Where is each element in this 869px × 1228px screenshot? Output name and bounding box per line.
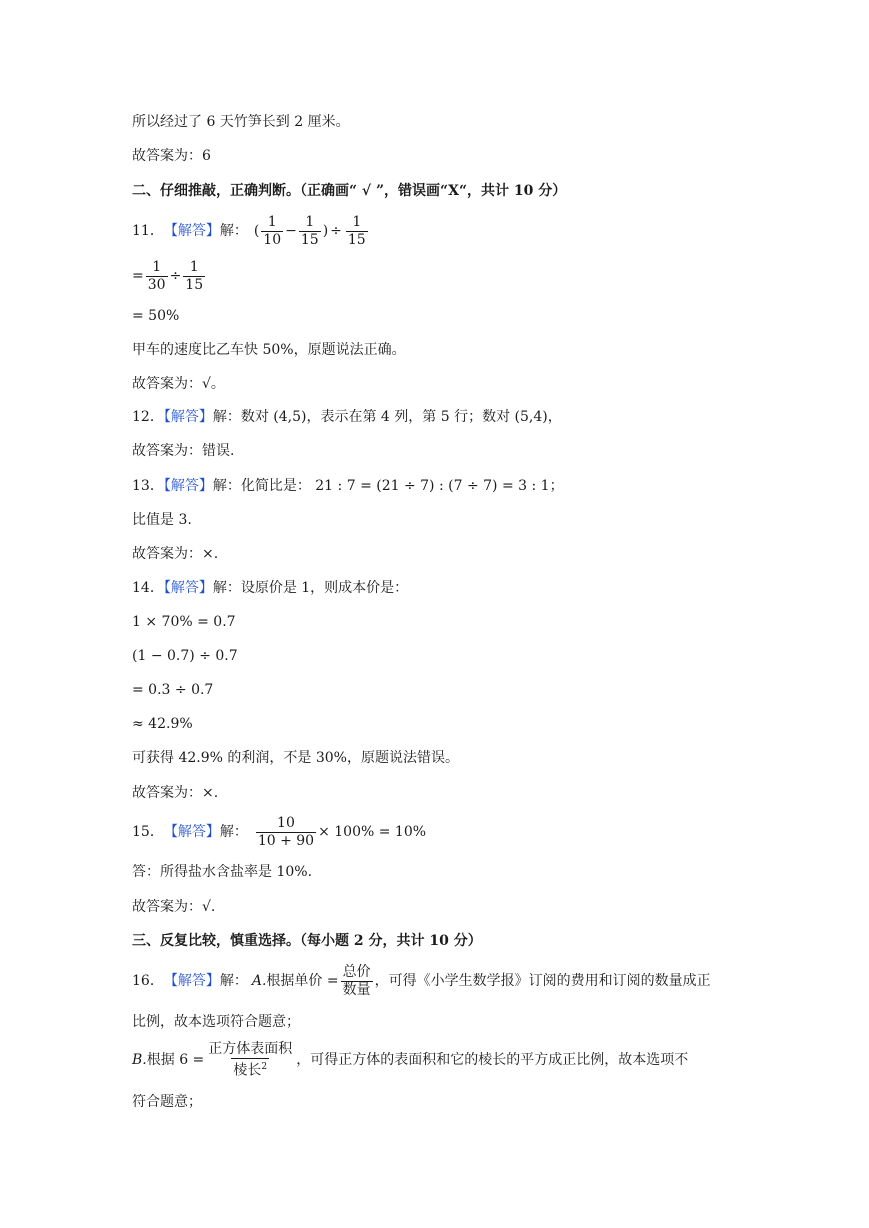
- math-step: 1 × 70% = 0.7: [132, 614, 236, 630]
- answer-tag: 【解答】: [163, 478, 213, 494]
- question-12: 12．【解答】解：数对 (4,5)，表示在第 4 列，第 5 行；数对 (5,4)，: [132, 409, 562, 425]
- answer-tag: 【解答】: [163, 409, 213, 425]
- question-15: 15． 【解答】 解： $\frac{10}{10 + 90}$ × 100% = 10%: [132, 814, 427, 849]
- answer-tag: 【解答】: [163, 223, 220, 239]
- text-line: 所以经过了 6 天竹笋长到 2 厘米。: [132, 114, 350, 130]
- math-step: ≈ 42.9%: [132, 716, 193, 732]
- fraction: $\frac{\text{正方体表面积}}{棱长^2}$: [208, 1040, 293, 1079]
- answer-tag: 【解答】: [163, 580, 213, 596]
- text-line: 比值是 3.: [132, 512, 192, 528]
- text-line: 符合题意；: [132, 1094, 202, 1110]
- text-line: 故答案为：√.: [132, 899, 216, 915]
- fraction: $\frac{1}{15}$: [185, 258, 204, 293]
- question-13: 13．【解答】解：化简比是： 21 : 7 = (21 ÷ 7) : (7 ÷ 7) = 3 : 1；: [132, 478, 564, 494]
- math-step: (1 − 0.7) ÷ 0.7: [132, 648, 238, 664]
- math-step: = 50%: [132, 308, 180, 324]
- text-line: 故答案为：×.: [132, 785, 219, 801]
- text-line: 甲车的速度比乙车快 50%，原题说法正确。: [132, 342, 406, 358]
- text-line: 比例，故本选项符合题意；: [132, 1014, 300, 1030]
- fraction: $\frac{1}{15}$: [347, 213, 366, 248]
- text-line: 故答案为：×.: [132, 546, 219, 562]
- text-line: 故答案为：错误.: [132, 443, 235, 459]
- fraction: $\frac{1}{30}$: [147, 258, 166, 293]
- math-step: B. 根据 6 = $\frac{\text{正方体表面积}}{棱长^2}$ ，可得正方体的表面积和它的棱长的平方成正比例，故本选项不: [132, 1040, 689, 1079]
- text-line: 答：所得盐水含盐率是 10%.: [132, 864, 313, 880]
- math-step: = 0.3 ÷ 0.7: [132, 682, 214, 698]
- fraction: $\frac{1}{10}$: [263, 213, 282, 248]
- question-16: 16． 【解答】 解： A. 根据单价 = $\frac{\text{总价}}{\text{数量}}$ ，可得《小学生数学报》订阅的费用和订阅的数量成正: [132, 963, 711, 998]
- section-heading: 二、仔细推敲，正确判断。（正确画“ √ ”，错误画“X“，共计 10 分）: [132, 183, 567, 199]
- answer-tag: 【解答】: [163, 824, 220, 840]
- fraction: $\frac{\text{总价}}{\text{数量}}$: [342, 963, 371, 998]
- text-line: 故答案为：6: [132, 148, 211, 164]
- text-line: 故答案为：√。: [132, 376, 225, 392]
- answer-tag: 【解答】: [163, 973, 220, 989]
- fraction: $\frac{10}{10 + 90}$: [257, 814, 315, 849]
- math-step: = $\frac{1}{30}$ ÷ $\frac{1}{15}$: [132, 258, 204, 293]
- section-heading: 三、反复比较，慎重选择。（每小题 2 分，共计 10 分）: [132, 933, 482, 949]
- fraction: $\frac{1}{15}$: [300, 213, 319, 248]
- text-line: 可获得 42.9% 的利润，不是 30%，原题说法错误。: [132, 750, 459, 766]
- question-11: 11． 【解答】 解： ( $\frac{1}{10}$ − $\frac{1}{15}$ ) ÷ $\frac{1}{15}$: [132, 213, 366, 248]
- question-14: 14．【解答】解：设原价是 1，则成本价是：: [132, 580, 409, 596]
